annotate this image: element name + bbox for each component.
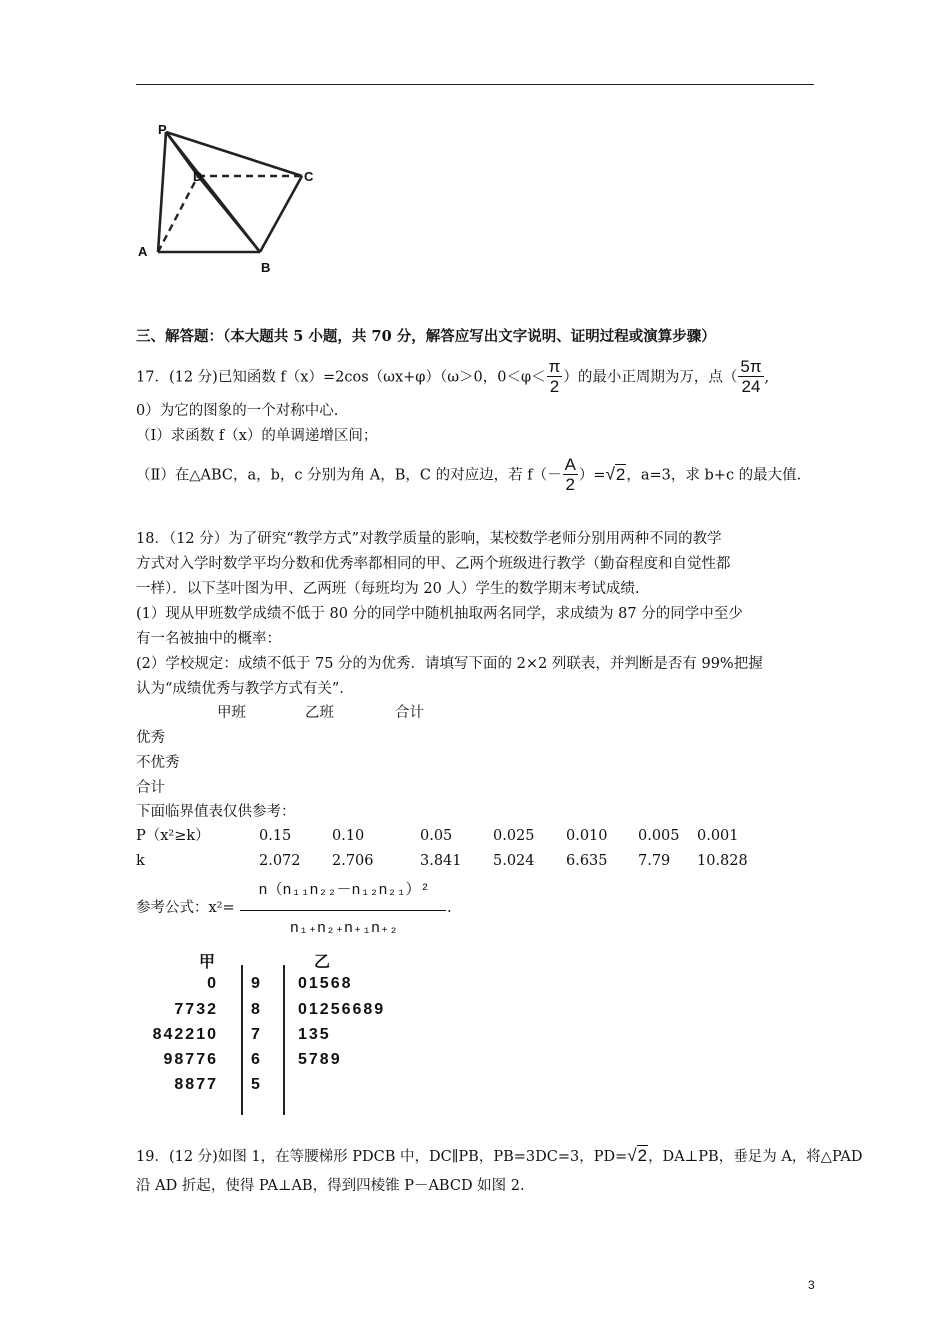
label-P: P xyxy=(158,122,167,137)
label-D: D xyxy=(193,169,203,184)
stemleaf-right-divider xyxy=(283,965,285,1115)
q19-text-b: ，DA⊥PB，垂足为 A，将△PAD xyxy=(648,1149,863,1165)
crit-p-1: 0.15 xyxy=(259,828,292,844)
frac-den: 24 xyxy=(741,377,761,396)
stemleaf-right-7: 135 xyxy=(298,1026,331,1043)
header-rule xyxy=(136,84,814,85)
stemleaf-right-6: 5789 xyxy=(298,1051,342,1068)
crit-p-4: 0.025 xyxy=(493,828,535,844)
q19-line1 xyxy=(136,1146,862,1167)
stemleaf-left-divider xyxy=(241,965,243,1115)
edge-PA xyxy=(158,132,166,252)
q18-p6: (2）学校规定：成绩不低于 75 分的为优秀．请填写下面的 2×2 列联表，并判断是否有 99%把握 xyxy=(136,656,763,672)
q17-text-a: 17．(12 分)已知函数 f（x）=2cos（ωx+φ）（ω＞0，0＜φ＜ xyxy=(136,369,546,386)
q17-part2-a: （Ⅱ）在△ABC，a，b，c 分别为角 A，B，C 的对应边，若 f（－ xyxy=(136,467,562,484)
edge-PC xyxy=(166,132,302,176)
edge-BC xyxy=(260,176,302,252)
stemleaf-left-7: 842210 xyxy=(152,1026,218,1043)
formula-bar xyxy=(240,910,446,911)
point-fraction xyxy=(738,358,763,397)
radicand: 2 xyxy=(615,464,626,484)
crit-k-7: 10.828 xyxy=(697,853,748,869)
crit-p-6: 0.005 xyxy=(638,828,680,844)
q17-text-b: ）的最小正周期为万，点（ xyxy=(563,369,738,386)
q17-part1: （Ⅰ）求函数 f（x）的单调递增区间； xyxy=(136,428,378,444)
stemleaf-left-8: 7732 xyxy=(174,1001,218,1018)
a-over-2-fraction xyxy=(563,456,578,495)
frac-num: π xyxy=(548,357,561,376)
pyramid-figure xyxy=(130,120,330,280)
contingency-header-jia: 甲班 xyxy=(217,705,246,721)
crit-p-7: 0.001 xyxy=(697,828,739,844)
stemleaf-stem-5: 5 xyxy=(251,1076,262,1093)
crit-p-5: 0.010 xyxy=(566,828,608,844)
q18-p4: (1）现从甲班数学成绩不低于 80 分的同学中随机抽取两名同学，求成绩为 87 分的同学中至少 xyxy=(136,606,743,622)
crit-k-2: 2.706 xyxy=(332,853,374,869)
stemleaf-header-yi: 乙 xyxy=(314,954,333,971)
q18-p3: 一样）．以下茎叶图为甲、乙两班（每班均为 20 人）学生的数学期末考试成绩. xyxy=(136,581,640,597)
label-A: A xyxy=(138,244,148,259)
stemleaf-left-9: 0 xyxy=(207,975,218,992)
q18-p1: 18．（12 分）为了研究“教学方式”对教学质量的影响，某校数学老师分别用两种不同的教学 xyxy=(136,531,722,547)
stemleaf-stem-6: 6 xyxy=(251,1051,262,1068)
q17-part2-c: ，a=3，求 b+c 的最大值. xyxy=(626,467,802,484)
q17-line2: 0）为它的图象的一个对称中心. xyxy=(136,403,339,419)
edge-AD xyxy=(158,176,198,252)
crit-k-5: 6.635 xyxy=(566,853,608,869)
label-C: C xyxy=(304,169,314,184)
q19-text-a: 19．(12 分)如图 1，在等腰梯形 PDCB 中，DC∥PB，PB=3DC=3，PD= xyxy=(136,1149,628,1165)
frac-den: 2 xyxy=(565,475,575,494)
frac-num: 5π xyxy=(740,357,762,376)
stemleaf-header-jia: 甲 xyxy=(199,954,218,971)
q18-p5: 有一名被抽中的概率： xyxy=(136,631,281,647)
contingency-header-yi: 乙班 xyxy=(305,705,334,721)
contingency-header-total: 合计 xyxy=(395,705,424,721)
q17-part2 xyxy=(136,456,801,495)
stemleaf-stem-7: 7 xyxy=(251,1026,262,1043)
stemleaf-right-8: 01256689 xyxy=(298,1001,386,1018)
crit-k-4: 5.024 xyxy=(493,853,535,869)
stemleaf-stem-9: 9 xyxy=(251,975,262,992)
q17-line1 xyxy=(136,358,769,397)
formula-period: . xyxy=(447,900,452,916)
q17-part2-b: ）= xyxy=(578,467,606,484)
sqrt-2: √2 xyxy=(627,1146,648,1165)
crit-k-label: k xyxy=(136,853,145,869)
pi-over-2-fraction xyxy=(547,358,563,397)
crit-p-label: P（x²≥k） xyxy=(136,828,210,844)
frac-den: 2 xyxy=(549,377,560,396)
stem-leaf-plot xyxy=(136,945,416,1120)
section-heading: 三、解答题：（本大题共 5 小题，共 70 分，解答应写出文字说明、证明过程或演算步骤） xyxy=(136,328,716,345)
stemleaf-stem-8: 8 xyxy=(251,1001,262,1018)
q19-line2: 沿 AD 折起，使得 PA⊥AB，得到四棱锥 P－ABCD 如图 2. xyxy=(136,1178,525,1194)
label-B: B xyxy=(261,260,271,275)
contingency-row-excellent: 优秀 xyxy=(136,730,165,746)
frac-num: A xyxy=(564,455,576,474)
crit-k-1: 2.072 xyxy=(259,853,301,869)
formula-denominator: n₁₊n₂₊n₊₁n₊₂ xyxy=(289,920,399,937)
stemleaf-right-9: 01568 xyxy=(298,975,353,992)
crit-k-6: 7.79 xyxy=(638,853,671,869)
q18-p2: 方式对入学时数学平均分数和优秀率都相同的甲、乙两个班级进行教学（勤奋程度和自觉性都 xyxy=(136,556,731,572)
radicand: 2 xyxy=(637,1146,648,1165)
q18-p7: 认为“成绩优秀与教学方式有关”． xyxy=(136,681,354,697)
formula-label: 参考公式：x²= xyxy=(136,900,235,916)
sqrt-2: √2 xyxy=(605,464,626,484)
edge-DB xyxy=(198,176,260,252)
q17-text-c: , xyxy=(764,369,770,386)
crit-p-2: 0.10 xyxy=(332,828,365,844)
crit-p-3: 0.05 xyxy=(420,828,453,844)
crit-k-3: 3.841 xyxy=(420,853,462,869)
critical-intro: 下面临界值表仅供参考： xyxy=(136,804,296,820)
page-number: 3 xyxy=(808,1278,815,1292)
contingency-row-not-excellent: 不优秀 xyxy=(136,755,180,771)
formula-numerator: n（n₁₁n₂₂－n₁₂n₂₁）² xyxy=(258,882,430,899)
contingency-row-total: 合计 xyxy=(136,780,165,796)
stemleaf-left-6: 98776 xyxy=(163,1051,218,1068)
stemleaf-left-5: 8877 xyxy=(174,1076,218,1093)
